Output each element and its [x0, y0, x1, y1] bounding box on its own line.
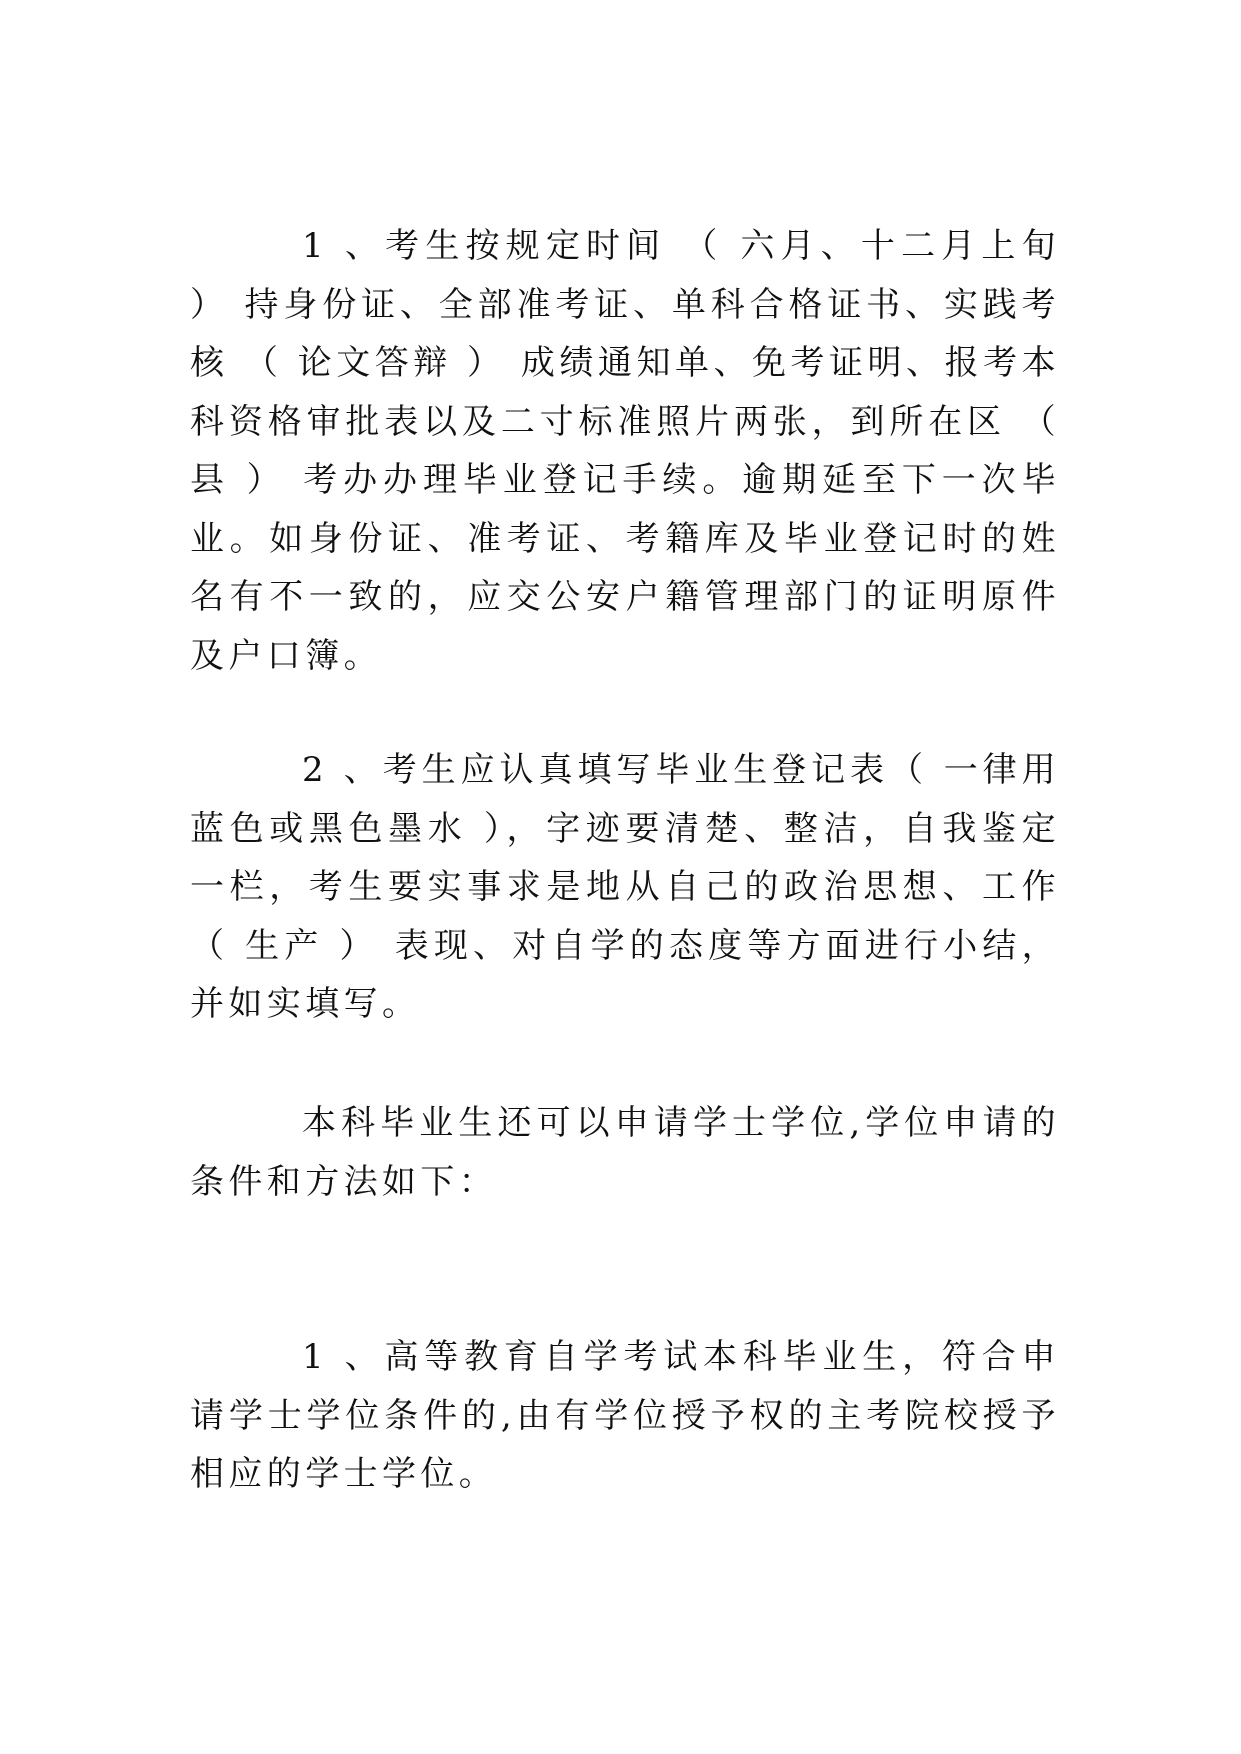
paragraph-graduation-registration: 1 、考生按规定时间 （ 六月、十二月上旬 ） 持身份证、全部准考证、单科合格证书、实践考核 （ 论文答辩 ） 成绩通知单、免考证明、报考本科资格审批表以及二寸标准照片两张，到所在区 （ 县 ） 考办办理毕业登记手续。逾期延至下一次毕业。如身份证、准考证、考籍库及毕业登记时的姓名有不一致的，应交公安户籍管理部门的证明原件及户口簿。 — [190, 226, 1060, 676]
paragraph-degree-conditions: 1 、高等教育自学考试本科毕业生，符合申请学士学位条件的,由有学位授予权的主考院校授予相应的学士学位。 — [190, 1337, 1060, 1494]
paragraph-registration-form: 2 、考生应认真填写毕业生登记表（ 一律用蓝色或黑色墨水 ），字迹要清楚、整洁，自我鉴定一栏，考生要实事求是地从自己的政治思想、工作 （ 生产 ） 表现、对自学的态度等方面进行小结，并如实填写。 — [190, 750, 1060, 1024]
paragraph-bachelor-degree-intro: 本科毕业生还可以申请学士学位,学位申请的条件和方法如下： — [190, 1103, 1060, 1202]
